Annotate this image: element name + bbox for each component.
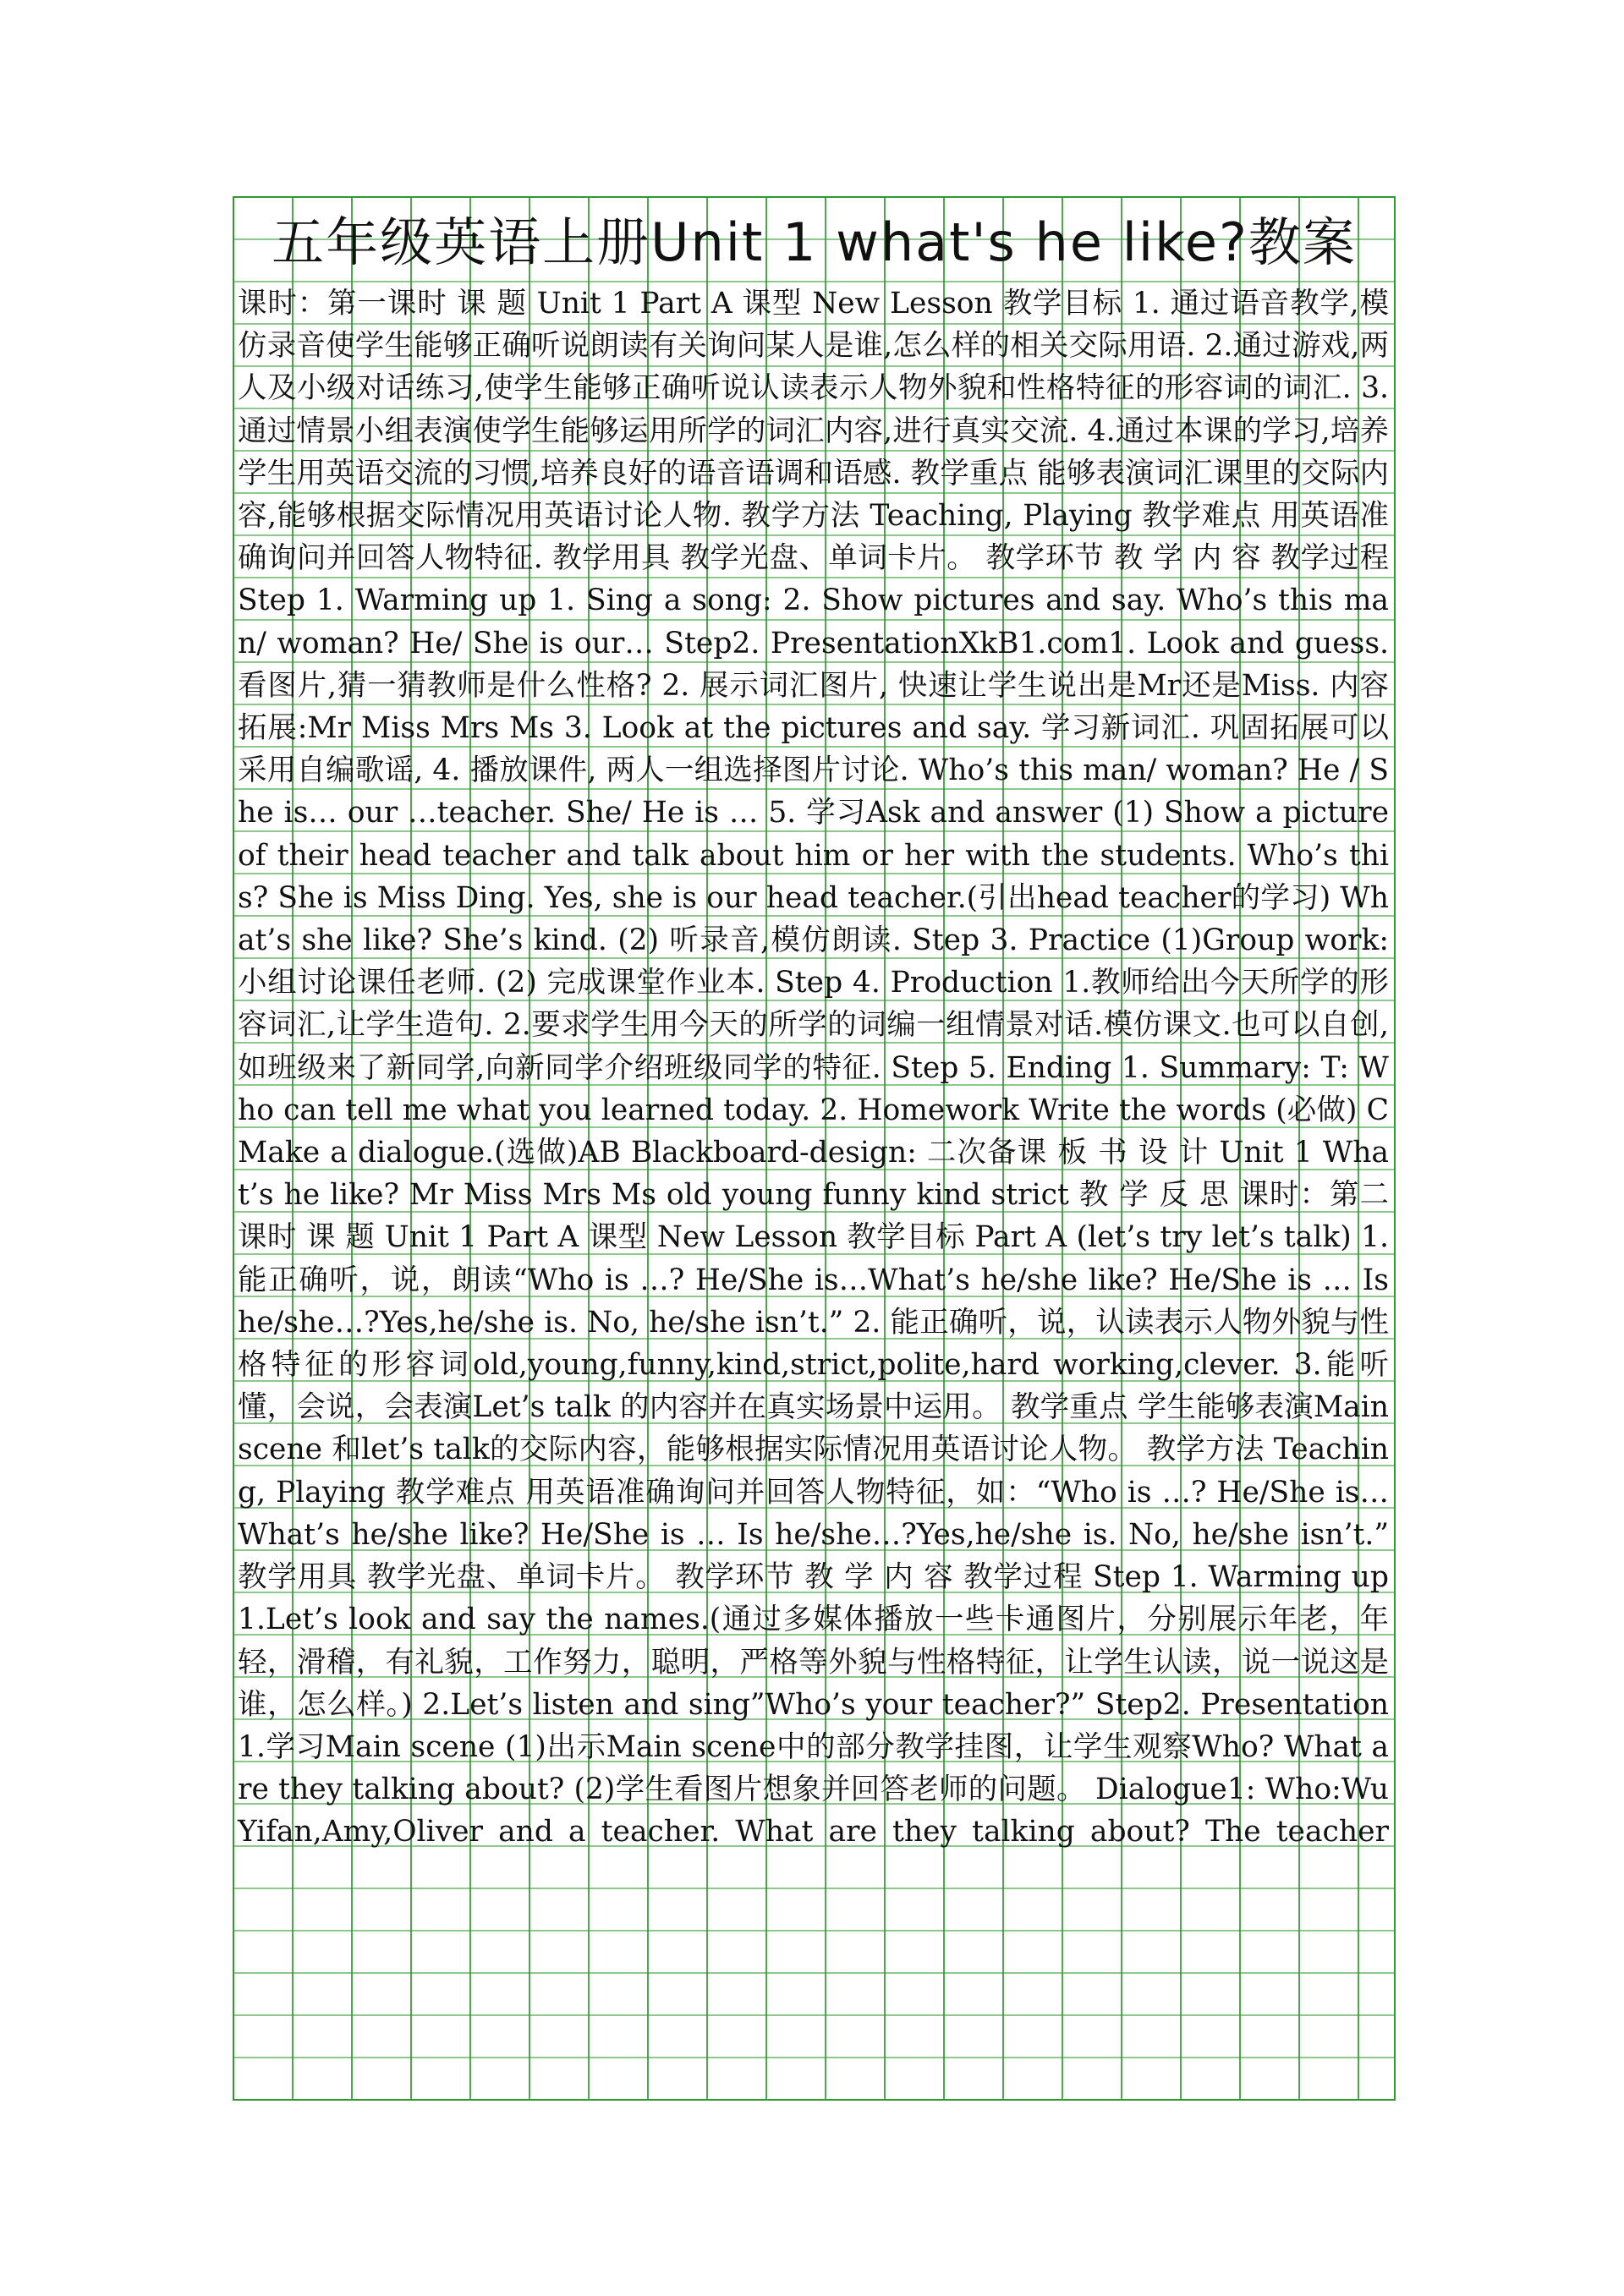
document-title: 五年级英语上册Unit 1 what's he like?教案	[272, 211, 1357, 273]
lined-paper-grid	[233, 196, 1396, 2101]
document-body-text: 课时：第一课时 课 题 Unit 1 Part A 课型 New Lesson 教学目标 1. 通过语音教学,模仿录音使学生能够正确听说朗读有关询问某人是谁,怎么样的相关交际用语. 2.通过游戏,两人及小级对话练习,使学生能够正确听说认读表示人物外貌和性格特征的形容词的词汇. 3.通过情景小组表演使学生能够运用所学的词汇内容,进行真实交流. 4.通过本课的学习,培养学生用英语交流的习惯,培养良好的语音语调和语感. 教学重点 能够表演词汇课里的交际内容,能够根据交际情况用英语讨论人物. 教学方法 Teaching, Playing 教学难点 用英语准确询问并回答人物特征. 教学用具 教学光盘、单词卡片。 教学环节 教 学 内 容 教学过程 Step 1. Warming up 1. Sing a song: 2. Show pictures and say. Who’s this man/ woman? He/ She is our… Step2. PresentationXkB1.com1. Look and guess.看图片,猜一猜教师是什么性格? 2. 展示词汇图片, 快速让学生说出是Mr还是Miss. 内容拓展:Mr Miss Mrs Ms 3. Look at the pictures and say. 学习新词汇. 巩固拓展可以采用自编歌谣, 4. 播放课件, 两人一组选择图片讨论. Who’s this man/ woman? He / She is… our …teacher. She/ He is … 5. 学习Ask and answer (1) Show a picture of their head teacher and talk about him or her with the students. Who’s this? She is Miss Ding. Yes, she is our head teacher.(引出head teacher的学习) What’s she like? She’s kind. (2) 听录音,模仿朗读. Step 3. Practice (1)Group work: 小组讨论课任老师. (2) 完成课堂作业本. Step 4. Production 1.教师给出今天所学的形容词汇,让学生造句. 2.要求学生用今天的所学的词编一组情景对话.模仿课文.也可以自创,如班级来了新同学,向新同学介绍班级同学的特征. Step 5. Ending 1. Summary: T: Who can tell me what you learned today. 2. Homework Write the words (必做) C Make a dialogue.(选做)AB Blackboard-design: 二次备课 板 书 设 计 Unit 1 What’s he like? Mr Miss Mrs Ms old young funny kind strict 教 学 反 思 课时：第二课时 课 题 Unit 1 Part A 课型 New Lesson 教学目标 Part A (let’s try let’s talk) 1. 能正确听，说，朗读“Who is …? He/She is…What’s he/she like? He/She is … Is he/she…?Yes,he/she is. No, he/she isn’t.” 2. 能正确听，说，认读表示人物外貌与性格特征的形容词old,young,funny,kind,strict,polite,hard working,clever. 3.能听懂，会说，会表演Let’s talk 的内容并在真实场景中运用。 教学重点 学生能够表演Main scene 和let’s talk的交际内容，能够根据实际情况用英语讨论人物。 教学方法 Teaching, Playing 教学难点 用英语准确询问并回答人物特征，如：“Who is …? He/She is…What’s he/she like? He/She is … Is he/she…?Yes,he/she is. No, he/she isn’t.” 教学用具 教学光盘、单词卡片。 教学环节 教 学 内 容 教学过程 Step 1. Warming up 1.Let’s look and say the names.(通过多媒体播放一些卡通图片，分别展示年老，年轻，滑稽，有礼貌，工作努力，聪明，严格等外貌与性格特征，让学生认读，说一说这是谁，怎么样。) 2.Let’s listen and sing”Who’s your teacher?” Step2. Presentation 1.学习Main scene (1)出示Main scene中的部分教学挂图，让学生观察Who? What are they talking about? (2)学生看图片想象并回答老师的问题。 Dialogue1: Who:Wu Yifan,Amy,Oliver and a teacher. What are they talking about? The teacher	[238, 287, 1389, 1849]
